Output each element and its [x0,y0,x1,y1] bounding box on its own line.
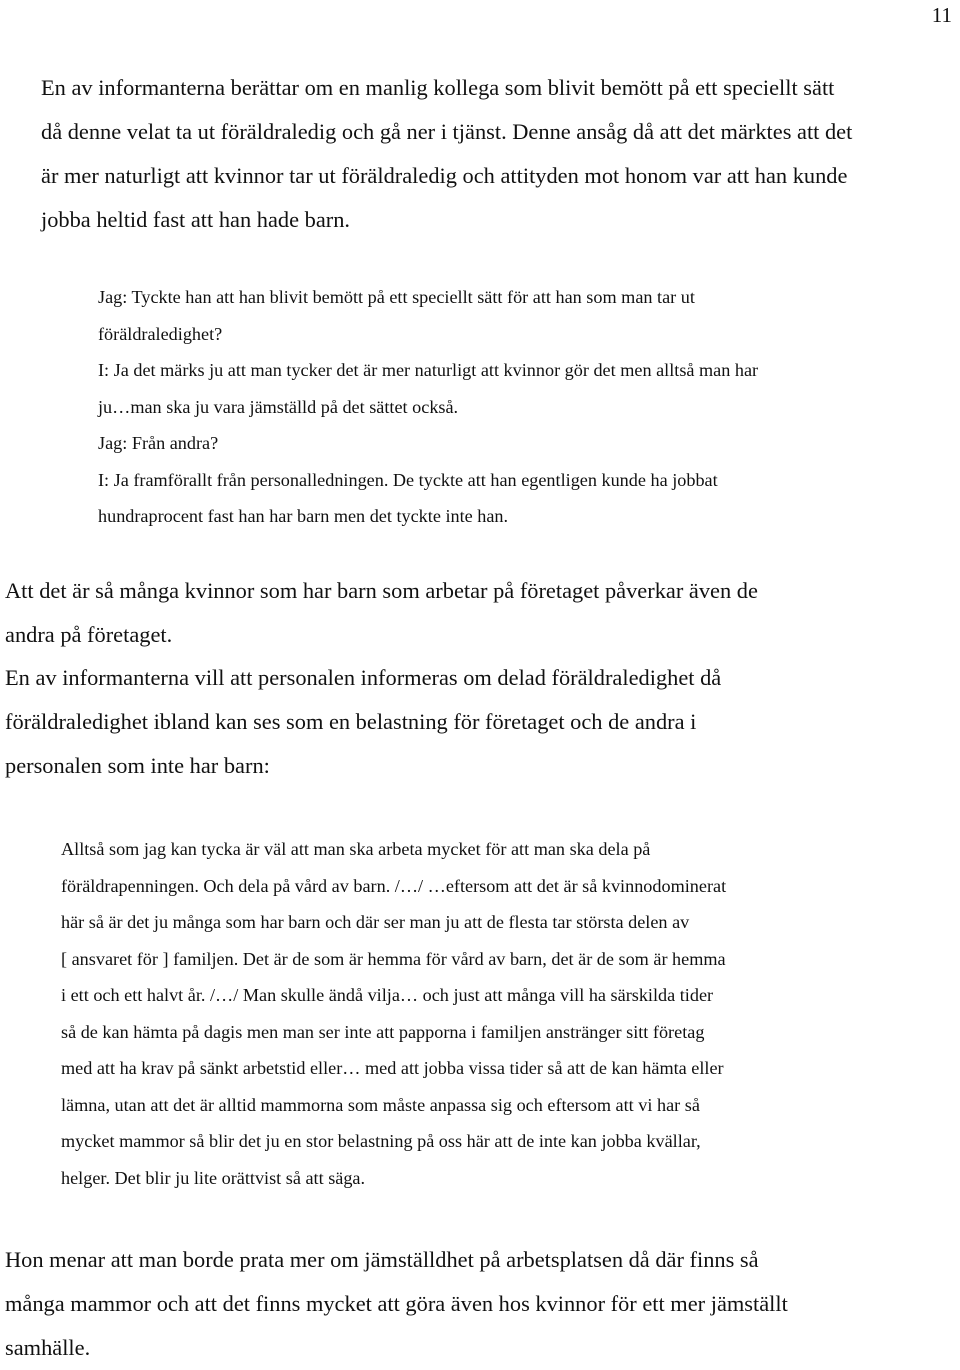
quote-line: så de kan hämta på dagis men man ser inte att papporna i familjen anstränger sitt företag [61,1021,705,1042]
paragraph-colleague-experience [41,66,852,242]
paragraph-equality-conclusion [5,1238,788,1370]
quote-line: i ett och ett halvt år. /…/ Man skulle ändå vilja… och just att många vill ha särskilda tider [61,985,714,1005]
text-line: många mammor och att det finns mycket att göra även hos kvinnor för ett mer jämställt [5,1291,788,1316]
quote-line: ju…man ska ju vara jämställd på det sättet också. [98,396,459,417]
quote-line: lämna, utan att det är alltid mammorna som måste anpassa sig och eftersom att vi har så [61,1094,700,1115]
text-line: En av informanterna vill att personalen informeras om delad föräldraledighet då [5,665,722,690]
page-number: 11 [931,3,952,27]
quote-line: här så är det ju många som har barn och där ser man ju att de flesta tar största delen av [61,912,690,932]
text-line: Att det är så många kvinnor som har barn som arbetar på företaget påverkar även de [5,578,758,603]
quote-line: med att ha krav på sänkt arbetstid eller… med att jobba vissa tider så att de kan hämta eller [61,1058,724,1078]
quote-line: Alltså som jag kan tycka är väl att man ska arbeta mycket för att man ska dela på [61,839,651,859]
text-line: andra på företaget. [5,621,173,647]
interview-quote-1 [98,279,758,535]
quote-line: [ ansvaret för ] familjen. Det är de som är hemma för vård av barn, det är de som är hemma [61,948,726,969]
quote-line: Jag: Från andra? [98,433,219,453]
quote-line: mycket mammor så blir det ju en stor belastning på oss här att de inte kan jobba kvällar, [61,1131,701,1151]
text-line: då denne velat ta ut föräldraledig och gå ner i tjänst. Denne ansåg då att det märktes att det [41,119,853,144]
interview-quote-2 [61,831,726,1196]
quote-line: helger. Det blir ju lite orättvist så att säga. [61,1167,366,1188]
text-line: personalen som inte har barn: [5,753,270,778]
text-line: samhälle. [5,1335,91,1360]
paragraph-many-women [5,569,758,656]
text-line: föräldraledighet ibland kan ses som en belastning för företaget och de andra i [5,709,697,734]
text-line: En av informanterna berättar om en manlig kollega som blivit bemött på ett speciellt sätt [41,75,835,100]
text-line: jobba heltid fast att han hade barn. [41,207,351,232]
quote-line: I: Ja framförallt från personalledningen. De tyckte att han egentligen kunde ha jobbat [98,469,718,490]
quote-line: Jag: Tyckte han att han blivit bemött på ett speciellt sätt för att han som man tar ut [98,287,695,307]
quote-line: hundraprocent fast han har barn men det tyckte inte han. [98,506,509,526]
text-line: är mer naturligt att kvinnor tar ut föräldraledig och attityden mot honom var att han kunde [41,163,848,188]
quote-line: föräldrapenningen. Och dela på vård av barn. /…/ …eftersom att det är så kvinnodominerat [61,875,727,896]
text-line: Hon menar att man borde prata mer om jämställdhet på arbetsplatsen då där finns så [5,1247,759,1272]
quote-line: föräldraledighet? [98,323,223,344]
quote-line: I: Ja det märks ju att man tycker det är mer naturligt att kvinnor gör det men alltså man har [98,360,759,380]
paragraph-shared-leave [5,656,721,788]
